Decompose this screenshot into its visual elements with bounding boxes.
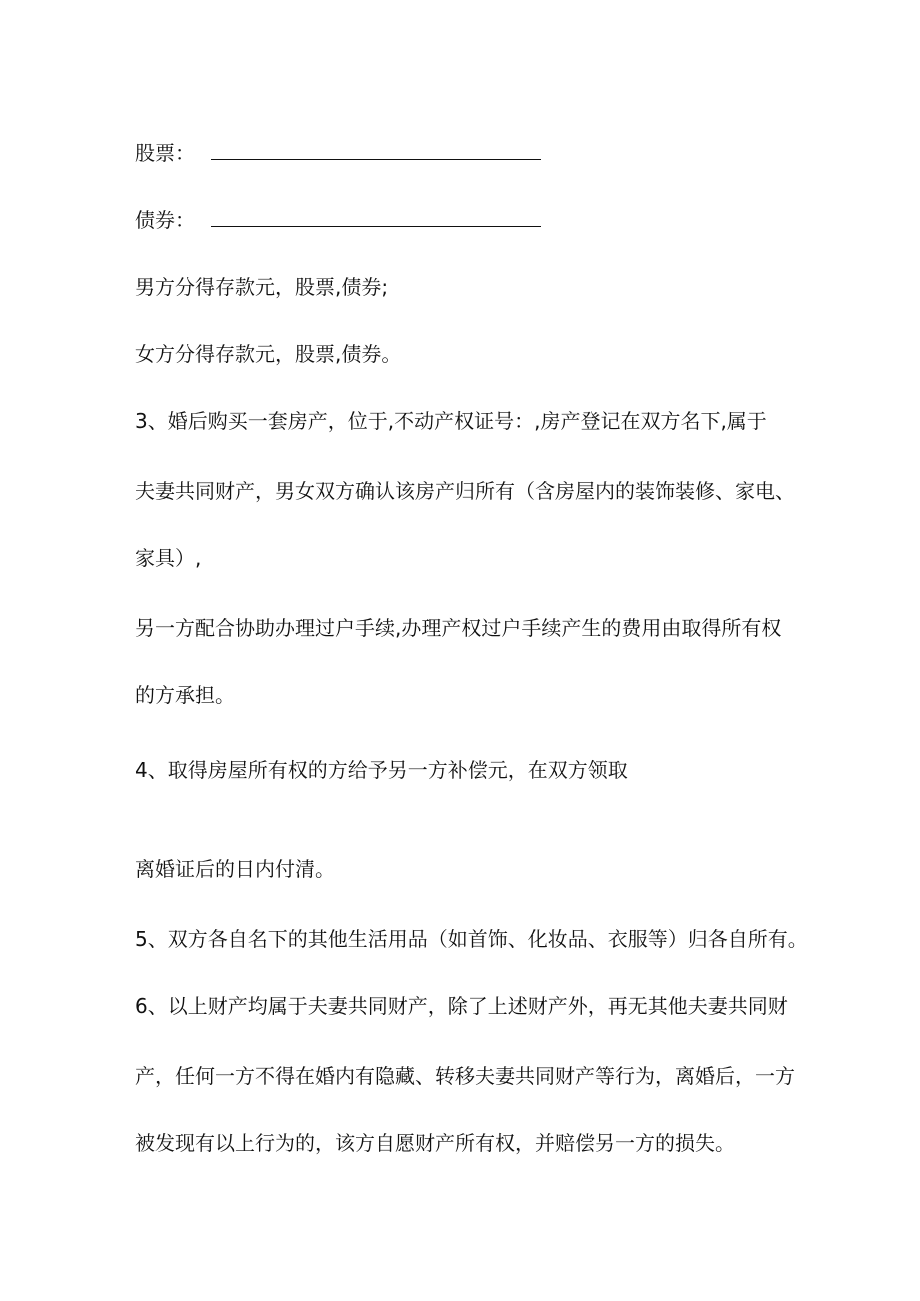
paragraph-line: 3、婚后购买一套房产，位于,不动产权证号：,房产登记在双方名下,属于: [135, 409, 767, 433]
paragraph-line: 女方分得存款元，股票,债券。: [135, 342, 402, 366]
bonds-field: [135, 207, 541, 233]
bonds-blank-line: [211, 208, 541, 227]
stocks-blank-line: [211, 141, 541, 160]
stocks-field: [135, 140, 541, 166]
paragraph-line: 离婚证后的日内付清。: [135, 857, 335, 881]
paragraph-line: 另一方配合协助办理过户手续,办理产权过户手续产生的费用由取得所有权: [135, 616, 782, 640]
paragraph-line: 家具）,: [135, 546, 202, 570]
paragraph-line: 产，任何一方不得在婚内有隐藏、转移夫妻共同财产等行为，离婚后，一方: [135, 1064, 795, 1088]
paragraph-line: 被发现有以上行为的，该方自愿财产所有权，并赔偿另一方的损失。: [135, 1131, 735, 1155]
paragraph-line: 的方承担。: [135, 683, 235, 707]
bonds-label: 债券：: [135, 208, 195, 232]
paragraph-line: 5、双方各自名下的其他生活用品（如首饰、化妆品、衣服等）归各自所有。: [135, 927, 808, 951]
paragraph-line: 4、取得房屋所有权的方给予另一方补偿元，在双方领取: [135, 758, 628, 782]
paragraph-line: 夫妻共同财产，男女双方确认该房产归所有（含房屋内的装饰装修、家电、: [135, 479, 795, 503]
paragraph-line: 6、以上财产均属于夫妻共同财产，除了上述财产外，再无其他夫妻共同财: [135, 994, 788, 1018]
paragraph-line: 男方分得存款元，股票,债券;: [135, 275, 389, 299]
stocks-label: 股票：: [135, 141, 195, 165]
